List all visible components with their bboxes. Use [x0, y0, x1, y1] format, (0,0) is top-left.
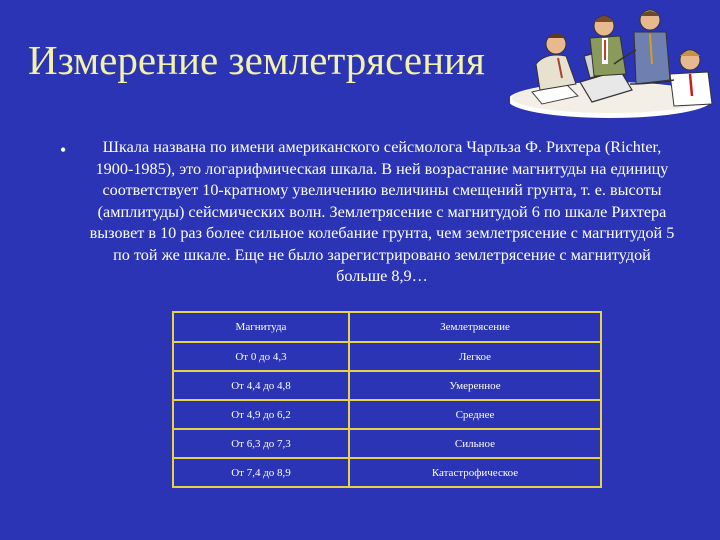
business-people-meeting-clipart	[510, 4, 716, 118]
cell-earthquake: Среднее	[349, 400, 601, 429]
table-row	[173, 371, 601, 400]
body-paragraph: Шкала названа по имени американского сейсмолога Чарльза Ф. Рихтера (Richter, 1900-1985), это логарифмическая шкала. В ней возрастание магнитуды на единицу соответствует 10-кратному увеличению величины смещений грунта, т. е. высоты (амплитуды) сейсмических волн. Землетрясение с магнитудой 6 по шкале Рихтера вызовет в 10 раз более сильное колебание грунта, чем землетрясение с магнитудой 5 по той же шкале. Еще не было зарегистрировано землетрясение с магнитудой больше 8,9…	[89, 138, 675, 285]
header-earthquake: Землетрясение	[349, 312, 601, 342]
cell-earthquake: Катастрофическое	[349, 458, 601, 487]
cell-earthquake: Умеренное	[349, 371, 601, 400]
table-row	[173, 429, 601, 458]
table-header-row	[173, 312, 601, 342]
slide-title: Измерение землетрясения	[28, 37, 485, 83]
table-row	[173, 342, 601, 371]
bullet-marker: •	[60, 140, 67, 160]
cell-magnitude: От 6,3 до 7,3	[173, 429, 349, 458]
header-magnitude: Магнитуда	[173, 312, 349, 342]
table-row	[173, 458, 601, 487]
richter-scale-table	[172, 311, 602, 488]
cell-earthquake: Сильное	[349, 429, 601, 458]
cell-magnitude: От 4,9 до 6,2	[173, 400, 349, 429]
cell-magnitude: От 0 до 4,3	[173, 342, 349, 371]
table-row	[173, 400, 601, 429]
cell-magnitude: От 7,4 до 8,9	[173, 458, 349, 487]
cell-magnitude: От 4,4 до 4,8	[173, 371, 349, 400]
cell-earthquake: Легкое	[349, 342, 601, 371]
